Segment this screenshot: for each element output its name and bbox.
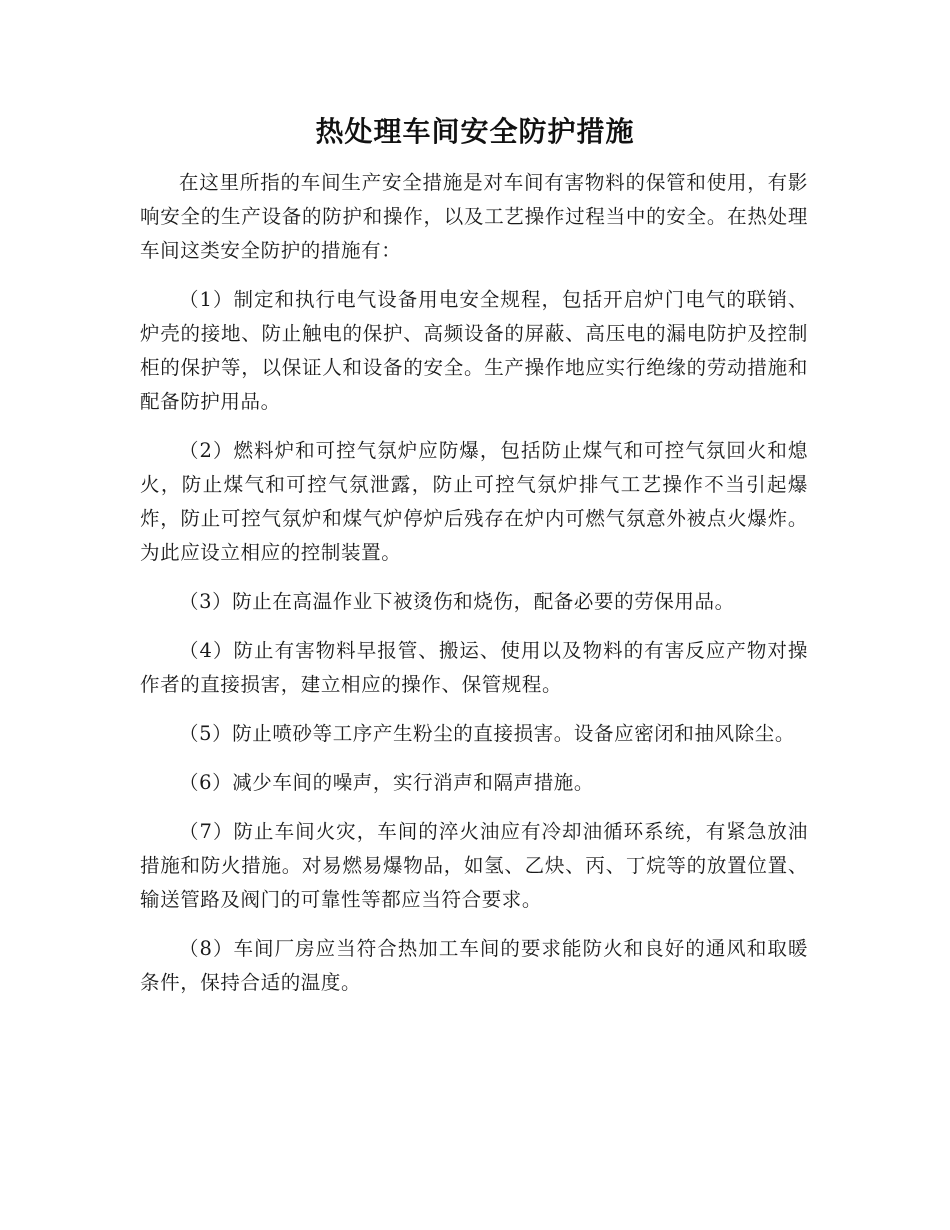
measure-item-1: （1）制定和执行电气设备用电安全规程，包括开启炉门电气的联销、炉壳的接地、防止触电的保护、高频设备的屏蔽、高压电的漏电防护及控制柜的保护等，以保证人和设备的安全。生产操作地应实行绝缘的劳动措施和配备防护用品。: [140, 288, 808, 413]
measure-item-2: （2）燃料炉和可控气氛炉应防爆，包括防止煤气和可控气氛回火和熄火，防止煤气和可控气氛泄露，防止可控气氛炉排气工艺操作不当引起爆炸，防止可控气氛炉和煤气炉停炉后残存在炉内可燃气氛意外被点火爆炸。为此应设立相应的控制装置。: [140, 439, 808, 564]
measure-item-3: （3）防止在高温作业下被烫伤和烧伤，配备必要的劳保用品。: [179, 590, 735, 613]
measure-item-7: （7）防止车间火灾，车间的淬火油应有冷却油循环系统，有紧急放油措施和防火措施。对易燃易爆物品，如氢、乙炔、丙、丁烷等的放置位置、输送管路及阀门的可靠性等都应当符合要求。: [140, 820, 808, 911]
measure-item-5: （5）防止喷砂等工序产生粉尘的直接损害。设备应密闭和抽风除尘。: [179, 722, 796, 745]
measure-item-6: （6）减少车间的噪声，实行消声和隔声措施。: [179, 771, 595, 794]
document-title: 热处理车间安全防护措施: [315, 115, 635, 148]
document-body: [140, 166, 808, 1015]
intro-paragraph: 在这里所指的车间生产安全措施是对车间有害物料的保管和使用，有影响安全的生产设备的防护和操作，以及工艺操作过程当中的安全。在热处理车间这类安全防护的措施有：: [140, 171, 808, 262]
measure-item-8: （8）车间厂房应当符合热加工车间的要求能防火和良好的通风和取暖条件，保持合适的温度。: [140, 937, 808, 994]
measure-item-4: （4）防止有害物料早报管、搬运、使用以及物料的有害反应产物对操作者的直接损害，建立相应的操作、保管规程。: [140, 639, 808, 696]
